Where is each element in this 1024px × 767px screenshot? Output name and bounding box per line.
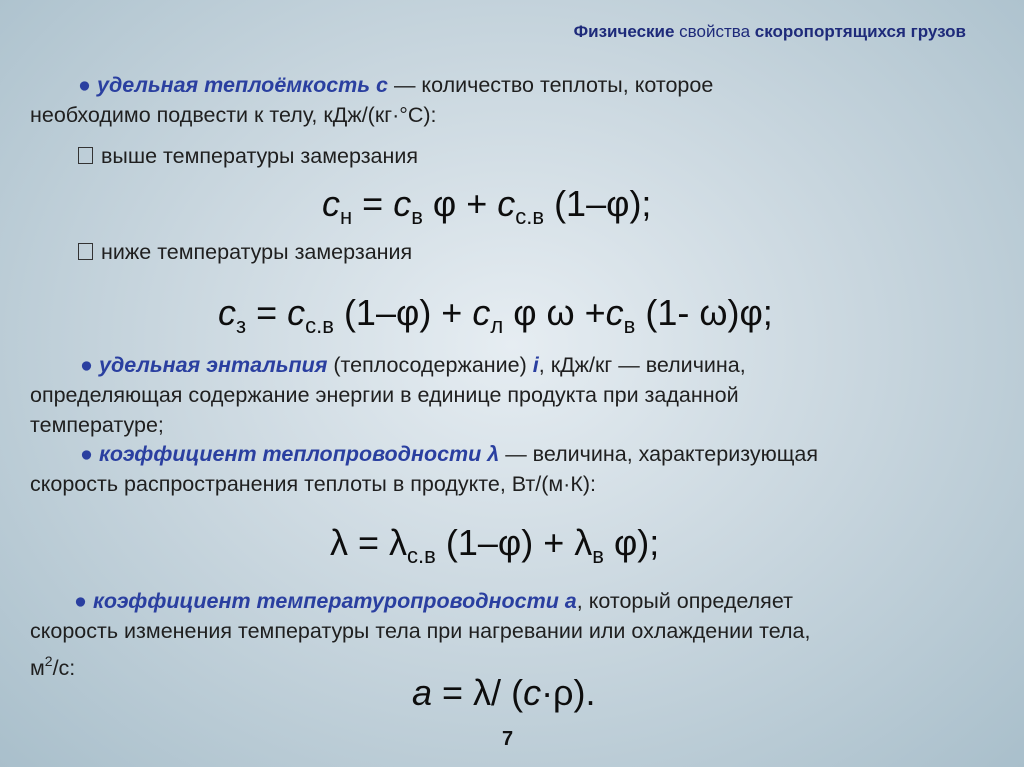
sub-above-freezing: выше температуры замерзания [78, 141, 418, 171]
bullet-thermal-diffusivity-cont1: скорость изменения температуры тела при нагревании или охлаждении тела, [30, 619, 811, 643]
bullet-thermal-diffusivity: ● коэффициент температуропроводности a, который определяет [74, 589, 793, 613]
checkbox-icon [78, 147, 93, 164]
bullet-enthalpy: ● удельная энтальпия (теплосодержание) i, кДж/кг — величина, [80, 353, 746, 377]
bullet-heat-capacity-cont: необходимо подвести к телу, кДж/(кг·°С): [30, 103, 437, 127]
formula-c-below: $c_з = c_{с.в}$ $(1-\varphi) + c_л$ φ $\omega +c_в$ (1- ω)φ; [218, 292, 773, 338]
formula-c-above: $c_н = c_в$ $\varphi + c_{с.в}$ (1–φ); [322, 183, 652, 229]
bullet-heat-capacity: ● удельная теплоёмкость c — количество теплоты, которое [78, 73, 714, 97]
slide-title: Физические свойства скоропортящихся грузов [573, 22, 966, 41]
bullet-thermal-conductivity-cont: скорость распространения теплоты в продукте, Вт/(м·К): [30, 472, 596, 496]
checkbox-icon [78, 243, 93, 260]
bullet-thermal-conductivity: ● коэффициент теплопроводности λ — величина, характеризующая [80, 442, 818, 466]
sub-below-freezing: ниже температуры замерзания [78, 237, 412, 267]
bullet-thermal-diffusivity-cont2: $м^2/с$: [30, 653, 76, 680]
bullet-enthalpy-cont1: определяющая содержание энергии в единице продукта при заданной [30, 383, 739, 407]
formula-lambda: $\lambda = \lambda_{с.в}$ $(1-\varphi) + \lambda_в$ φ); [330, 522, 660, 568]
bullet-enthalpy-cont2: температуре; [30, 413, 164, 437]
page-number: 7 [502, 728, 514, 750]
formula-diffusivity: a = λ/ (c·ρ). [412, 672, 596, 713]
